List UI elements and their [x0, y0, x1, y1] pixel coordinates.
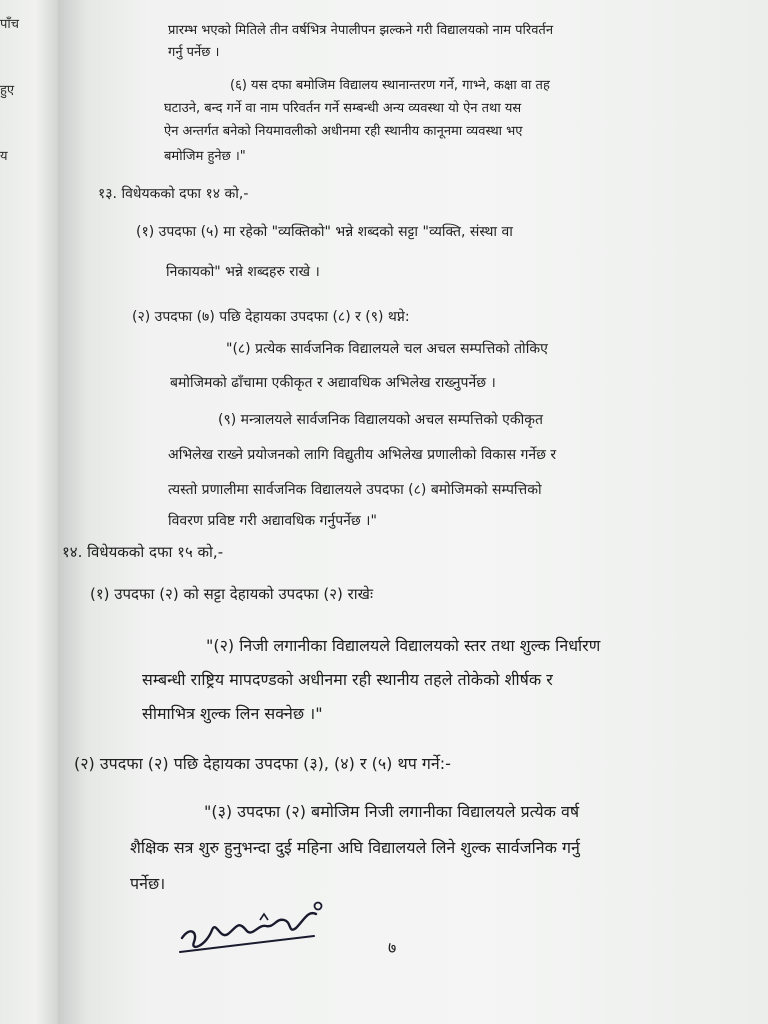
text-line: प्रारम्भ भएको मितिले तीन वर्षभित्र नेपालीपन झल्कने गरी विद्यालयको नाम परिवर्तन	[168, 23, 554, 38]
text-line: त्यस्तो प्रणालीमा सार्वजनिक विद्यालयले उपदफा (८) बमोजिमको सम्पत्तिको	[168, 482, 542, 498]
text-line: "(२) निजी लगानीका विद्यालयले विद्यालयको स्तर तथा शुल्क निर्धारण	[206, 636, 601, 655]
previous-page-edge	[0, 0, 60, 1024]
text-line: (६) यस दफा बमोजिम विद्यालय स्थानान्तरण गर्ने, गाभ्ने, कक्षा वा तह	[230, 78, 550, 93]
text-line: (१) उपदफा (५) मा रहेको "व्यक्तिको" भन्ने शब्दको सट्टा "व्यक्ति, संस्था वा	[136, 224, 513, 240]
prev-page-fragment: हुए	[0, 83, 15, 98]
text-line: (९) मन्त्रालयले सार्वजनिक विद्यालयको अचल सम्पत्तिको एकीकृत	[218, 412, 544, 428]
prev-page-fragment: य	[0, 149, 8, 164]
text-line: पर्नेछ।	[130, 874, 166, 893]
text-line: बमोजिमको ढाँचामा एकीकृत र अद्यावधिक अभिलेख राख्नुपर्नेछ ।	[170, 375, 496, 391]
handwritten-signature	[176, 890, 326, 960]
text-line: शैक्षिक सत्र शुरु हुनुभन्दा दुई महिना अघि विद्यालयले लिने शुल्क सार्वजनिक गर्नु	[130, 838, 580, 857]
text-line: (१) उपदफा (२) को सट्टा देहायको उपदफा (२) राखेः	[90, 585, 373, 603]
text-line: बमोजिम हुनेछ ।"	[164, 149, 246, 164]
page-number: ७	[388, 938, 397, 957]
text-line: ऐन अन्तर्गत बनेको नियमावलीको अधीनमा रही स्थानीय कानूनमा व्यवस्था भए	[164, 124, 523, 139]
text-line: "(८) प्रत्येक सार्वजनिक विद्यालयले चल अचल सम्पत्तिको तोकिए	[226, 341, 548, 357]
text-line: सीमाभित्र शुल्क लिन सक्नेछ ।"	[142, 704, 323, 723]
text-line: गर्नु पर्नेछ ।	[168, 45, 220, 60]
text-line: विवरण प्रविष्ट गरी अद्यावधिक गर्नुपर्नेछ ।"	[168, 513, 377, 529]
text-line: (२) उपदफा (२) पछि देहायका उपदफा (३), (४) र (५) थप गर्ने:-	[74, 754, 451, 773]
text-line: निकायको" भन्ने शब्दहरु राखे ।	[166, 264, 320, 280]
section-heading: १४. विधेयकको दफा १५ को,-	[62, 543, 224, 561]
text-line: "(३) उपदफा (२) बमोजिम निजी लगानीका विद्यालयले प्रत्येक वर्ष	[204, 802, 580, 821]
text-line: (२) उपदफा (७) पछि देहायका उपदफा (८) र (९) थप्ने:	[132, 309, 410, 325]
document-page	[58, 0, 768, 1024]
text-line: सम्बन्धी राष्ट्रिय मापदण्डको अधीनमा रही स्थानीय तहले तोकेको शीर्षक र	[142, 670, 553, 689]
text-line: अभिलेख राख्ने प्रयोजनको लागि विद्युतीय अभिलेख प्रणालीको विकास गर्नेछ र	[168, 447, 557, 463]
text-line: घटाउने, बन्द गर्ने वा नाम परिवर्तन गर्ने सम्बन्धी अन्य व्यवस्था यो ऐन तथा यस	[164, 101, 522, 116]
section-heading: १३. विधेयकको दफा १४ को,-	[98, 186, 249, 202]
prev-page-fragment: पाँच	[0, 17, 20, 32]
